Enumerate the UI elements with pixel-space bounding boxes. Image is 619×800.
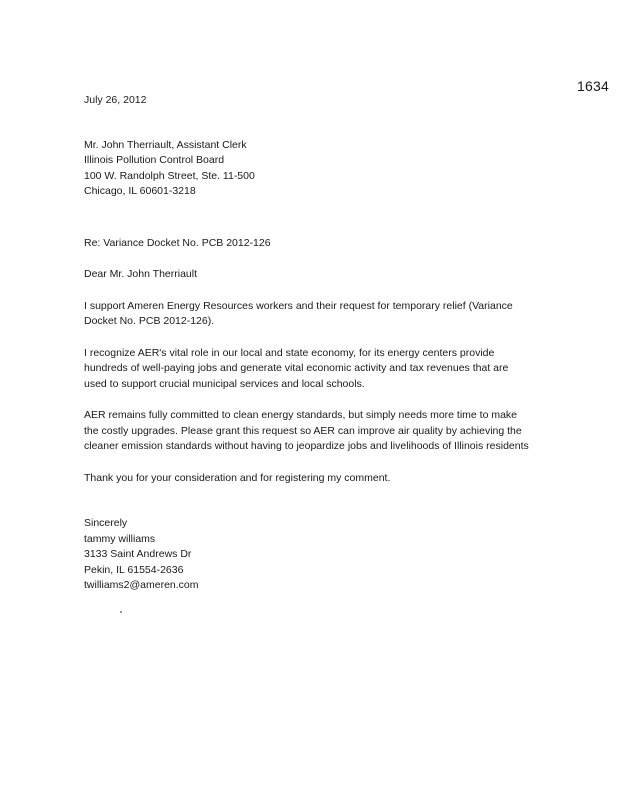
paragraph-line: AER remains fully committed to clean energy standards, but simply needs more time to make	[84, 409, 518, 421]
recipient-street: 100 W. Randolph Street, Ste. 11-500	[84, 169, 255, 182]
salutation: Dear Mr. John Therriault	[84, 268, 198, 280]
re-line: Re: Variance Docket No. PCB 2012-126	[84, 236, 271, 249]
paragraph-thanks	[84, 471, 584, 487]
closing: Sincerely	[84, 517, 128, 529]
scan-speck	[120, 611, 122, 613]
paragraph-standards	[84, 408, 584, 455]
letter-date: July 26, 2012	[84, 94, 147, 106]
paragraph-line: Thank you for your consideration and for registering my comment.	[84, 471, 391, 484]
recipient-name: Mr. John Therriault, Assistant Clerk	[84, 138, 247, 151]
paragraph-economy	[84, 346, 584, 393]
signature-block	[84, 516, 584, 594]
page-number: 1634	[577, 78, 609, 94]
paragraph-line: the costly upgrades. Please grant this request so AER can improve air quality by achieving the	[84, 424, 522, 437]
paragraph-line: Docket No. PCB 2012-126).	[84, 315, 215, 327]
signer-street: 3133 Saint Andrews Dr	[84, 548, 192, 560]
recipient-city: Chicago, IL 60601-3218	[84, 185, 196, 197]
signer-email: twilliams2@ameren.com	[84, 579, 199, 591]
paragraph-line: cleaner emission standards without having to jeopardize jobs and livelihoods of Illinois residents	[84, 440, 529, 452]
letter-body	[84, 93, 584, 594]
paragraph-support	[84, 299, 584, 330]
recipient-address	[84, 138, 584, 200]
paragraph-line: hundreds of well-paying jobs and generate vital economic activity and tax revenues that are	[84, 362, 509, 374]
paragraph-line: used to support crucial municipal services and local schools.	[84, 377, 365, 390]
recipient-organization: Illinois Pollution Control Board	[84, 154, 225, 166]
paragraph-line: I support Ameren Energy Resources workers and their request for temporary relief (Variance	[84, 299, 513, 312]
paragraph-line: I recognize AER's vital role in our local and state economy, for its energy centers provide	[84, 346, 495, 359]
signer-city: Pekin, IL 61554-2636	[84, 563, 184, 576]
signer-name: tammy williams	[84, 532, 156, 545]
